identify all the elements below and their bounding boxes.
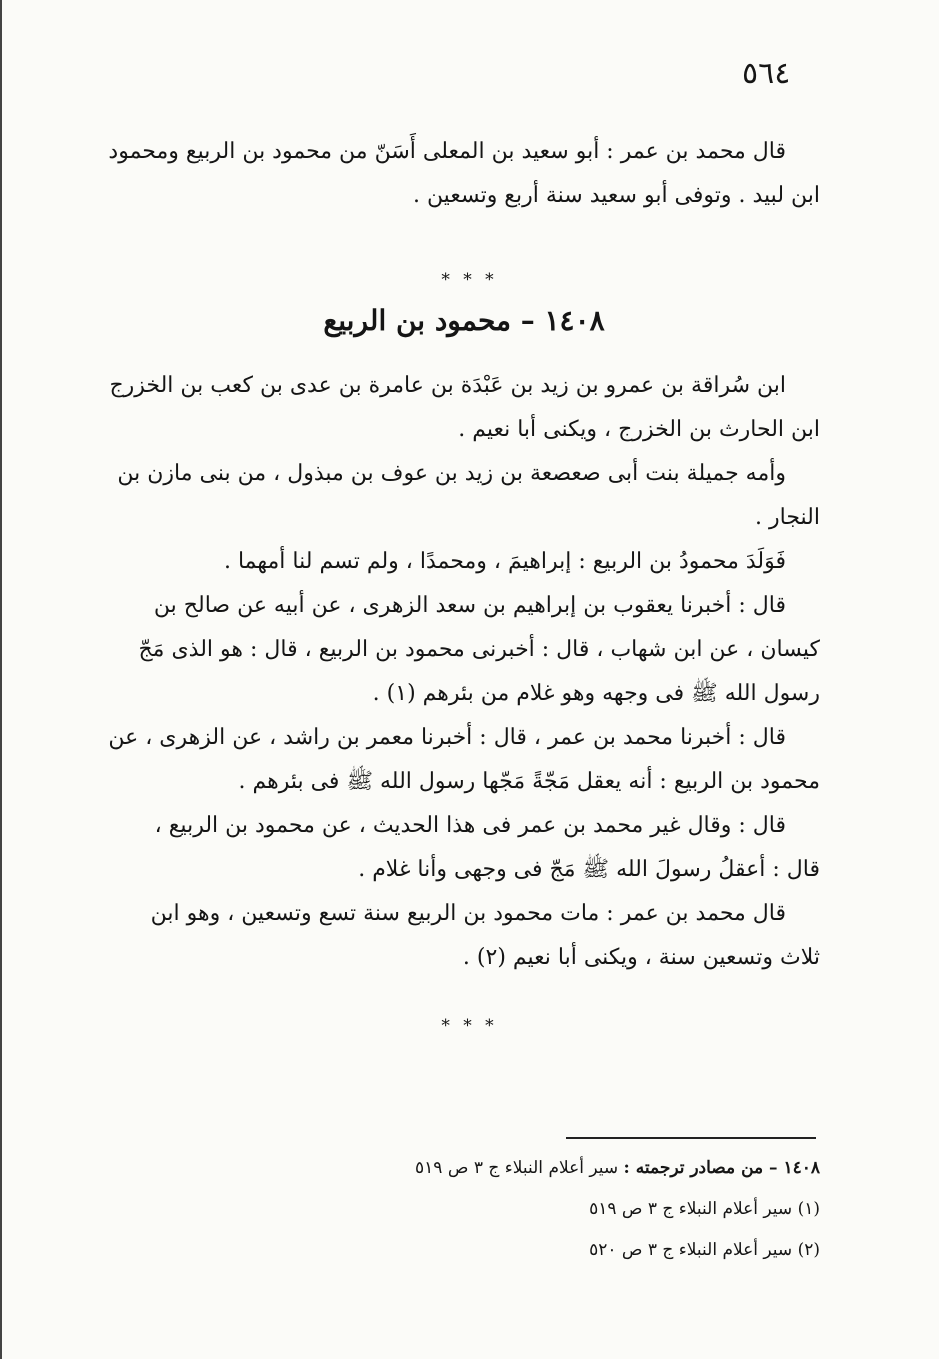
- page-number: ٥٦٤: [742, 56, 791, 91]
- body-line: النجار .: [755, 505, 820, 530]
- separator-stars-bottom: * * *: [441, 1016, 498, 1036]
- body-line: قال : أخبرنا يعقوب بن إبراهيم بن سعد الزهرى ، عن أبيه عن صالح بن: [153, 593, 786, 618]
- body-line: فَوَلَدَ محمودُ بن الربيع : إبراهيمَ ، ومحمدًا ، ولم تسم لنا أمهما .: [223, 549, 786, 574]
- page-edge: [0, 0, 2, 1359]
- footnote-divider: [566, 1137, 816, 1139]
- footnote-2: (٢) سير أعلام النبلاء ج ٣ ص ٥٢٠: [589, 1240, 820, 1260]
- body-line: قال : أعقلُ رسولَ الله ﷺ مَجّ فى وجهى وأنا غلام .: [358, 857, 820, 882]
- body-line: وأمه جميلة بنت أبى صعصعة بن زيد بن عوف بن مبذول ، من بنى مازن بن: [117, 461, 786, 486]
- body-line: كيسان ، عن ابن شهاب ، قال : أخبرنى محمود بن الربيع ، قال : هو الذى مَجّ: [138, 637, 820, 662]
- section-title: ١٤٠٨ – محمود بن الربيع: [323, 304, 605, 337]
- body-line: محمود بن الربيع : أنه يعقل مَجّةً مَجّها رسول الله ﷺ فى بئرهم .: [238, 769, 820, 794]
- body-line: قال : وقال غير محمد بن عمر فى هذا الحديث ، عن محمود بن الربيع ،: [154, 813, 786, 838]
- separator-stars-top: * * *: [441, 270, 498, 290]
- footnote-sources: [280, 1148, 820, 1189]
- body-line: قال محمد بن عمر : مات محمود بن الربيع سنة تسع وتسعين ، وهو ابن: [150, 901, 786, 926]
- intro-paragraph: [108, 130, 820, 218]
- body-line: ابن الحارث بن الخزرج ، ويكنى أبا نعيم .: [458, 417, 820, 442]
- footnote-sources-text: سير أعلام النبلاء ج ٣ ص ٥١٩: [415, 1158, 624, 1178]
- body-line: رسول الله ﷺ فى وجهه وهو غلام من بئرهم (١) .: [372, 681, 820, 706]
- body-line: قال : أخبرنا محمد بن عمر ، قال : أخبرنا معمر بن راشد ، عن الزهرى ، عن: [108, 725, 786, 750]
- intro-line: ابن لبيد . وتوفى أبو سعيد سنة أربع وتسعين .: [412, 183, 820, 208]
- body-line: ثلاث وتسعين سنة ، ويكنى أبا نعيم (٢) .: [462, 945, 820, 970]
- footnotes: [280, 1148, 820, 1271]
- biography-body: [108, 364, 820, 980]
- footnote-1: (١) سير أعلام النبلاء ج ٣ ص ٥١٩: [589, 1199, 820, 1219]
- intro-line: قال محمد بن عمر : أبو سعيد بن المعلى أَسَنّ من محمود بن الربيع ومحمود: [108, 139, 786, 164]
- body-line: ابن سُراقة بن عمرو بن زيد بن عَبْدَة بن عامرة بن عدى بن كعب بن الخزرج: [109, 373, 786, 398]
- footnote-sources-label: ١٤٠٨ – من مصادر ترجمته :: [623, 1158, 820, 1178]
